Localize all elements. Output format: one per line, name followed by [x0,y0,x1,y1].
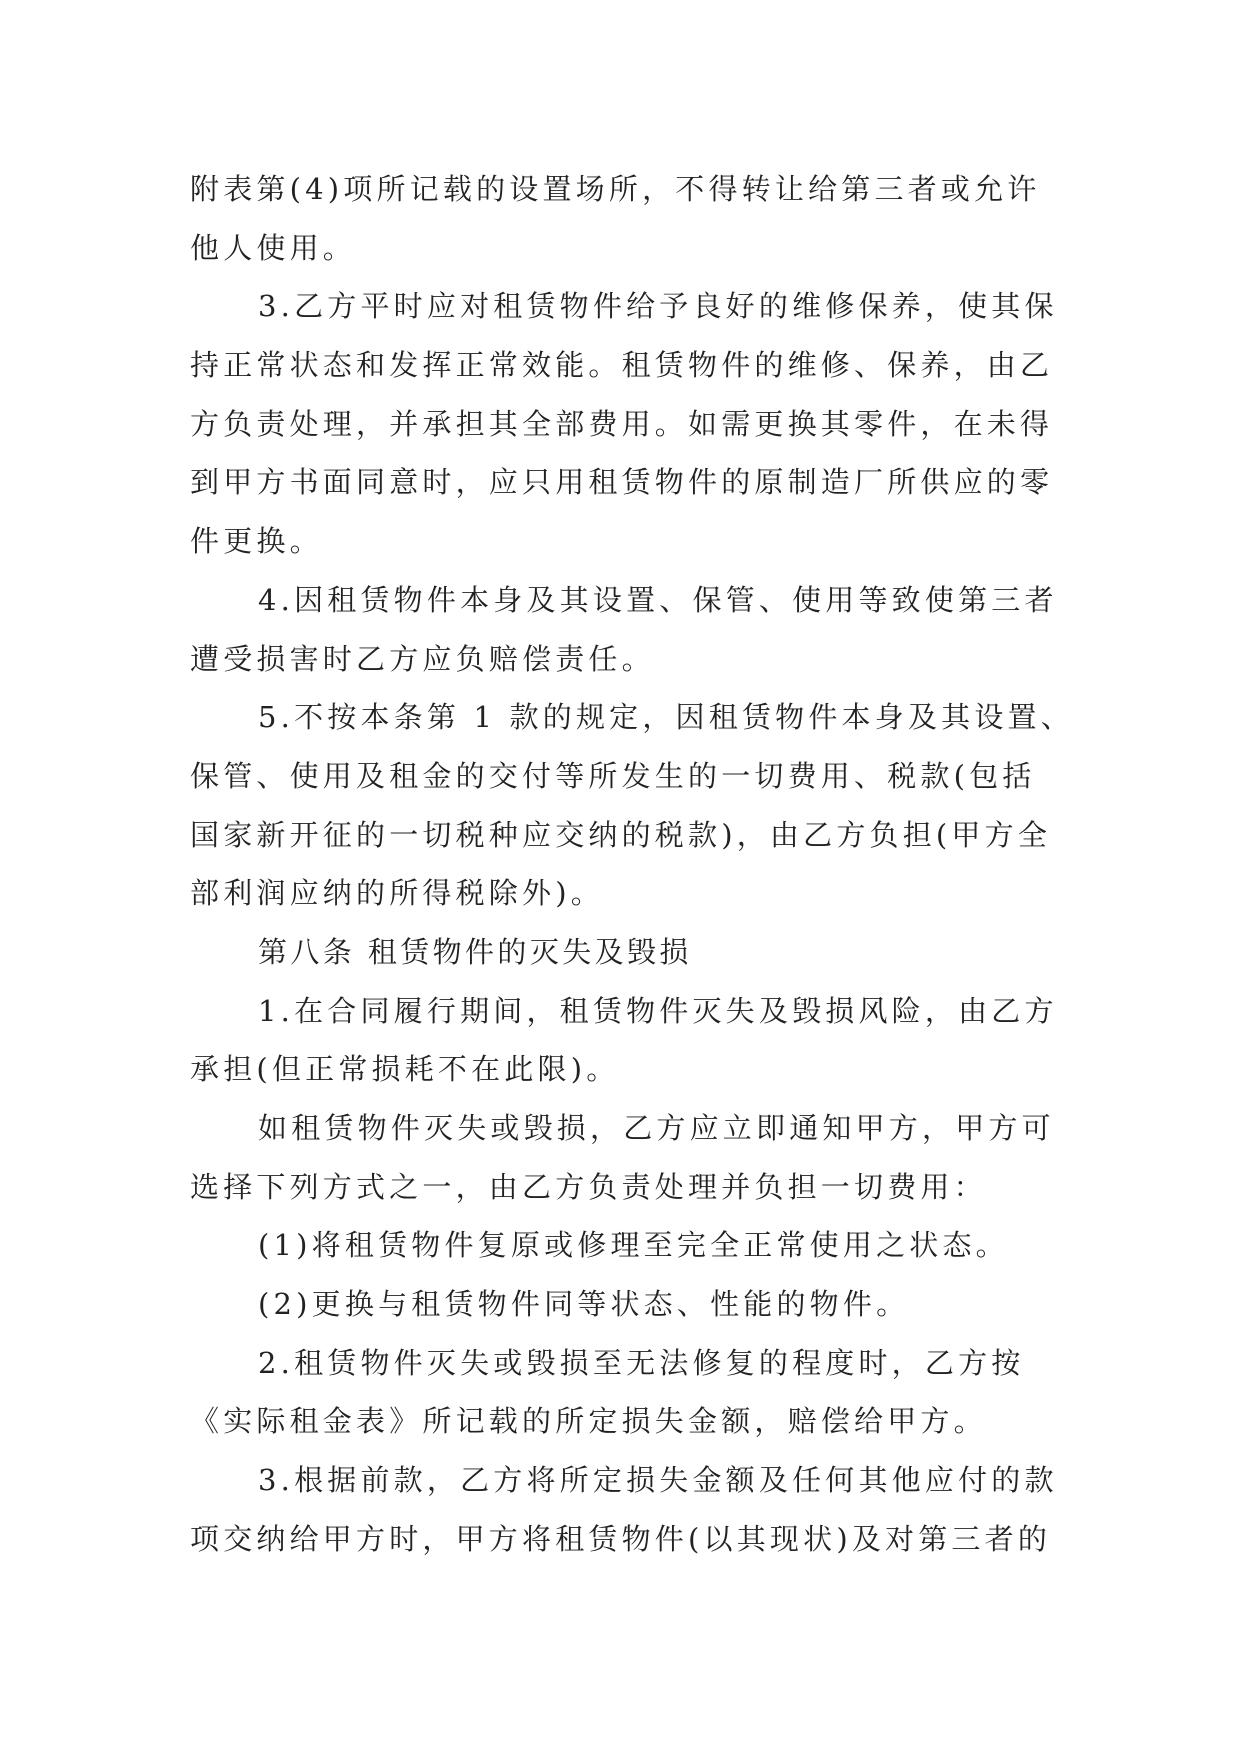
section-heading: 第八条 租赁物件的灭失及毁损 [258,934,692,969]
text-line: (1)将租赁物件复原或修理至完全正常使用之状态。 [258,1228,1009,1263]
text-line: 方负责处理，并承担其全部费用。如需更换其零件，在未得 [190,406,1054,441]
text-line: 2.租赁物件灭失或毁损至无法修复的程度时，乙方按 [258,1345,1025,1380]
text-line: 到甲方书面同意时，应只用租赁物件的原制造厂所供应的零 [190,465,1054,500]
text-line: 选择下列方式之一，由乙方负责处理并负担一切费用： [190,1169,987,1204]
text-line: 项交纳给甲方时，甲方将租赁物件(以其现状)及对第三者的 [190,1521,1052,1556]
text-line: 3.根据前款，乙方将所定损失金额及任何其他应付的款 [258,1463,1058,1498]
document-body [190,160,1074,1569]
text-line: 《实际租金表》所记载的所定损失金额，赔偿给甲方。 [190,1404,987,1439]
text-line: 5.不按本条第 1 款的规定，因租赁物件本身及其设置、 [258,700,1074,735]
text-line: 保管、使用及租金的交付等所发生的一切费用、税款(包括 [190,758,1036,793]
text-line: 件更换。 [190,524,323,559]
text-line: 1.在合同履行期间，租赁物件灭失及毁损风险，由乙方 [258,993,1058,1028]
text-line: 承担(但正常损耗不在此限)。 [190,1052,620,1087]
text-line: 附表第(4)项所记载的设置场所，不得转让给第三者或允许 [190,172,1041,206]
text-line: 如租赁物件灭失或毁损，乙方应立即通知甲方，甲方可 [258,1111,1055,1145]
text-line: (2)更换与租赁物件同等状态、性能的物件。 [258,1287,910,1322]
text-line: 他人使用。 [190,230,357,265]
text-line: 3.乙方平时应对租赁物件给予良好的维修保养，使其保 [258,289,1058,324]
text-line: 遭受损害时乙方应负赔偿责任。 [190,641,655,676]
text-line: 国家新开征的一切税种应交纳的税款)，由乙方负担(甲方全 [190,817,1052,852]
text-line: 4.因租赁物件本身及其设置、保管、使用等致使第三者 [258,582,1058,617]
text-line: 持正常状态和发挥正常效能。租赁物件的维修、保养，由乙 [190,348,1054,383]
text-line: 部利润应纳的所得税除外)。 [190,876,604,911]
